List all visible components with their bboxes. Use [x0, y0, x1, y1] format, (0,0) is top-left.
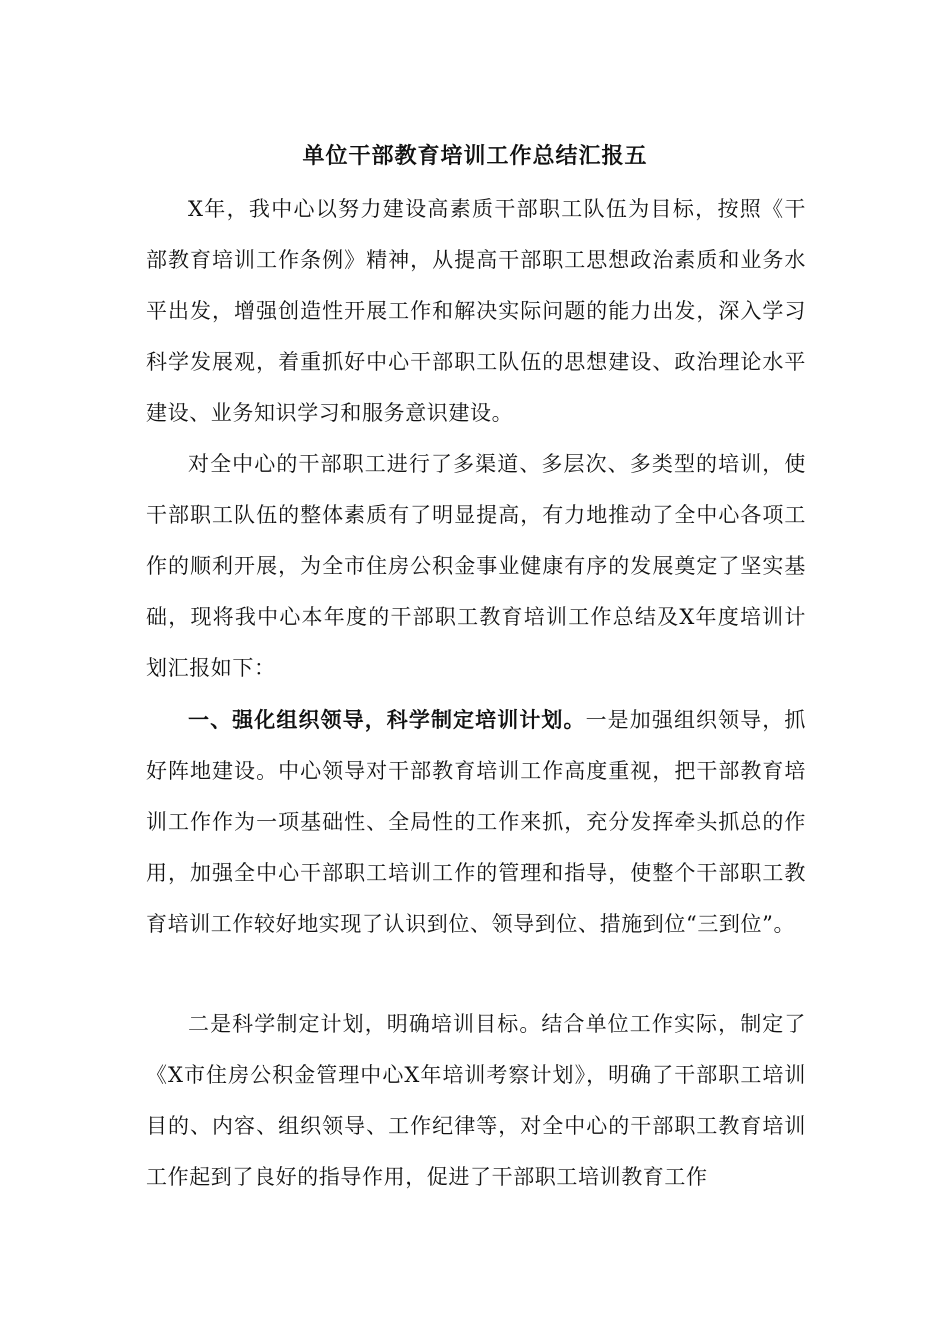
paragraph-2: [146, 439, 806, 694]
document-title: 单位干部教育培训工作总结汇报五: [302, 143, 648, 169]
paragraph-2-text: 对全中心的干部职工进行了多渠道、多层次、多类型的培训，使干部职工队伍的整体素质有了明显提高，有力地推动了全中心各项工作的顺利开展，为全市住房公积金事业健康有序的发展奠定了坚实基础，现将我中心本年度的干部职工教育培训工作总结及X年度培训计划汇报如下：: [146, 452, 806, 680]
paragraph-4-text: 二是科学制定计划，明确培训目标。结合单位工作实际，制定了《X市住房公积金管理中心X年培训考察计划》，明确了干部职工培训目的、内容、组织领导、工作纪律等，对全中心的干部职工教育培训工作起到了良好的指导作用，促进了干部职工培训教育工作: [146, 1012, 806, 1189]
paragraph-3-text: 一是加强组织领导，抓好阵地建设。中心领导对干部教育培训工作高度重视，把干部教育培训工作作为一项基础性、全局性的工作来抓，充分发挥牵头抓总的作用，加强全中心干部职工培训工作的管理和指导，使整个干部职工教育培训工作较好地实现了认识到位、领导到位、措施到位“三到位”。: [146, 708, 806, 936]
paragraph-4: [146, 999, 806, 1203]
paragraph-1-text: X年，我中心以努力建设高素质干部职工队伍为目标，按照《干部教育培训工作条例》精神，从提高干部职工思想政治素质和业务水平出发，增强创造性开展工作和解决实际问题的能力出发，深入学习科学发展观，着重抓好中心干部职工队伍的思想建设、政治理论水平建设、业务知识学习和服务意识建设。: [146, 197, 806, 425]
paragraph-3: [146, 694, 806, 950]
section-heading-1: 一、强化组织领导，科学制定培训计划。: [188, 707, 586, 732]
paragraph-1: [146, 184, 806, 439]
